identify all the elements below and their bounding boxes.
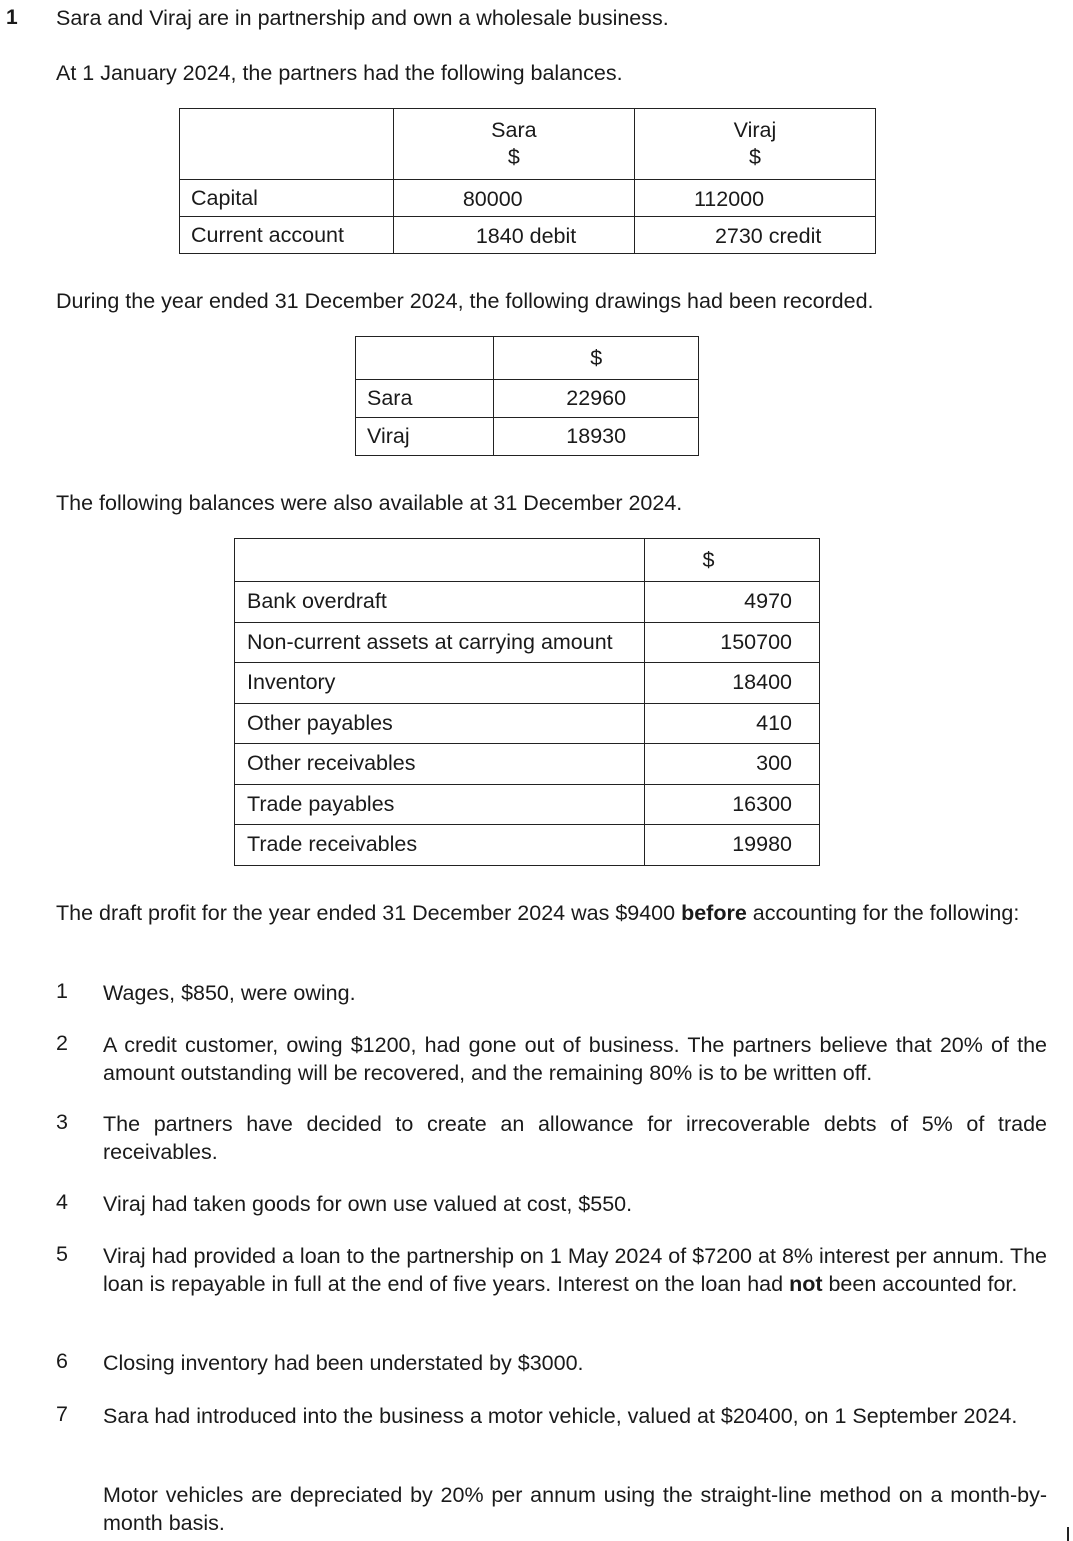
adjustment-item — [56, 1190, 1047, 1218]
table-row — [235, 784, 820, 825]
other-balances-intro: The following balances were also available at 31 December 2024. — [56, 491, 683, 515]
row-label: Sara — [356, 380, 494, 418]
row-label: Capital — [180, 180, 394, 217]
item-number: 6 — [56, 1349, 68, 1373]
row-value: 18400 — [644, 663, 820, 704]
sara-capital: 80000 — [462, 187, 523, 211]
row-label: Non-current assets at carrying amount — [235, 622, 645, 663]
unit-header: $ — [494, 337, 699, 380]
unit-header: $ — [644, 539, 820, 582]
item-number: 7 — [56, 1402, 68, 1426]
item-text: Viraj had taken goods for own use valued at cost, $550. — [103, 1192, 633, 1216]
table-row — [180, 217, 876, 254]
row-value: 16300 — [644, 784, 820, 825]
row-value: 4970 — [644, 582, 820, 623]
table-row — [180, 180, 876, 217]
item-text: The partners have decided to create an allowance for irrecoverable debts of 5% of trade receivables. — [103, 1112, 1047, 1164]
draft-profit-text: The draft profit for the year ended 31 December 2024 was $9400 before accounting for the following: — [56, 901, 1020, 925]
table-row — [235, 582, 820, 623]
item-number: 1 — [56, 979, 68, 1003]
adjustment-item — [56, 1110, 1047, 1166]
other-balances-table — [234, 538, 820, 866]
row-label: Other receivables — [235, 744, 645, 785]
table-row — [356, 380, 699, 418]
item-number: 4 — [56, 1190, 68, 1214]
item-number: 2 — [56, 1031, 68, 1055]
row-label: Trade receivables — [235, 825, 645, 866]
row-label: Other payables — [235, 703, 645, 744]
table-header-blank — [180, 109, 394, 180]
item-number: 3 — [56, 1110, 68, 1134]
row-value: 150700 — [644, 622, 820, 663]
row-value: 19980 — [644, 825, 820, 866]
drawings-table — [355, 336, 699, 456]
intro-text: Sara and Viraj are in partnership and own a wholesale business. — [56, 6, 669, 30]
item-text: Closing inventory had been understated by $3000. — [103, 1351, 584, 1375]
table-header-blank — [235, 539, 645, 582]
row-value: 410 — [644, 703, 820, 744]
sara-header: Sara $ — [393, 109, 634, 180]
adjustment-item — [56, 1349, 1047, 1377]
row-label: Trade payables — [235, 784, 645, 825]
table-row — [235, 825, 820, 866]
table-row — [235, 744, 820, 785]
item-text: A credit customer, owing $1200, had gone out of business. The partners believe that 20% of the amount outstanding will be recovered, and the remaining 80% is to be written off. — [103, 1033, 1047, 1085]
row-value: 18930 — [494, 418, 699, 456]
row-label: Viraj — [356, 418, 494, 456]
table-header-blank — [356, 337, 494, 380]
table-row — [235, 622, 820, 663]
row-label: Inventory — [235, 663, 645, 704]
margin-mark — [1067, 1527, 1069, 1541]
adjustment-item — [56, 1242, 1047, 1298]
drawings-intro: During the year ended 31 December 2024, the following drawings had been recorded. — [56, 289, 874, 313]
viraj-capital: 112000 — [693, 187, 765, 211]
adjustment-item — [56, 979, 1047, 1007]
opening-balances-table — [179, 108, 876, 254]
item-number: 5 — [56, 1242, 68, 1266]
item-text: Motor vehicles are depreciated by 20% per annum using the straight-line method on a month-by-month basis. — [103, 1483, 1047, 1535]
row-label: Current account — [180, 217, 394, 254]
question-number: 1 — [6, 6, 18, 29]
item-text: Sara had introduced into the business a motor vehicle, valued at $20400, on 1 September 2024. — [103, 1404, 1018, 1428]
item-text: Wages, $850, were owing. — [103, 981, 356, 1005]
balances-intro: At 1 January 2024, the partners had the following balances. — [56, 61, 623, 85]
depreciation-note — [56, 1481, 1047, 1537]
sara-current-account: 1840 debit — [475, 224, 577, 248]
viraj-current-account: 2730 credit — [714, 224, 822, 248]
row-label: Bank overdraft — [235, 582, 645, 623]
table-row — [356, 418, 699, 456]
adjustment-item — [56, 1031, 1047, 1087]
row-value: 300 — [644, 744, 820, 785]
table-row — [235, 703, 820, 744]
viraj-header: Viraj $ — [634, 109, 875, 180]
table-row — [235, 663, 820, 704]
adjustment-item — [56, 1402, 1047, 1430]
row-value: 22960 — [494, 380, 699, 418]
item-text: Viraj had provided a loan to the partnership on 1 May 2024 of $7200 at 8% interest per annum. The loan is repayable in full at the end of five years. Interest on the loan had not been accounted for. — [103, 1244, 1047, 1296]
